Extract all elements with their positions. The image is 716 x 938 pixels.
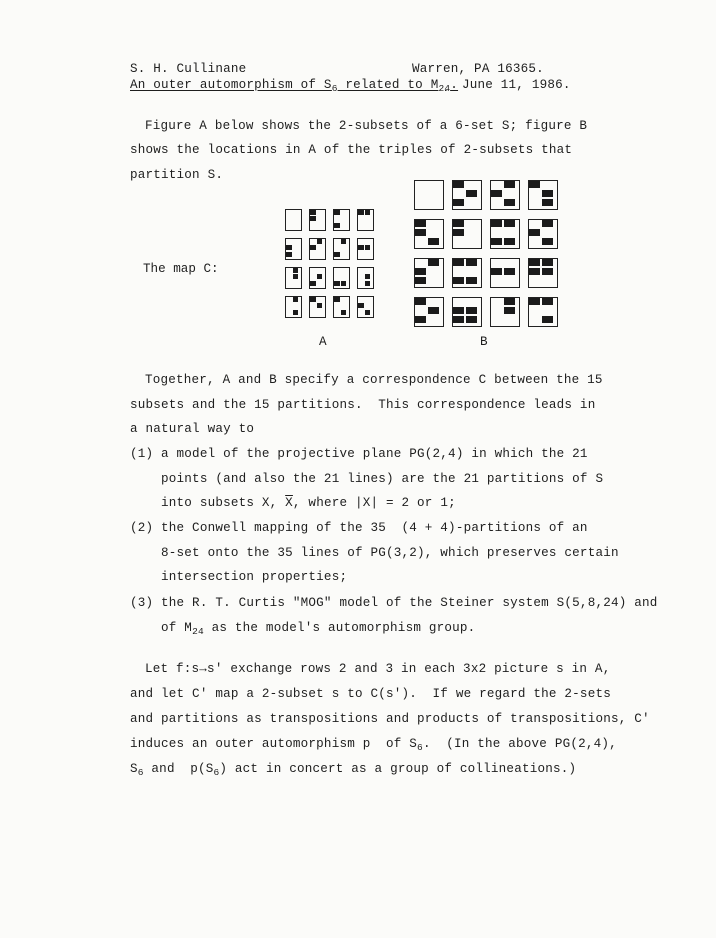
figure-a-picture-5 [285,238,302,260]
item3-line-1: (3) the R. T. Curtis "MOG" model of the Steiner system S(5,8,24) and [130,596,658,610]
item1-line-3a: into subsets X, [130,496,286,510]
figure-b-picture-2-mark [453,181,464,188]
figure-a-picture-10 [309,267,326,289]
figure-a-picture-8-mark [365,245,371,250]
figure-b-picture-14-mark [466,316,477,323]
figure-b-picture-4-mark [542,199,553,206]
figure-a-picture-3-mark [334,210,340,215]
figure-a-picture-14 [309,296,326,318]
figure-b-picture-7-mark [504,220,515,227]
figure-b-picture-16-mark [542,298,553,305]
item1-line-1: (1) a model of the projective plane PG(2,4) in which the 21 [130,447,588,461]
figure-b-picture-15 [490,297,520,327]
figure-b-picture-16-mark [542,316,553,323]
figure-b-picture-13-mark [415,316,426,323]
item2-line-2: 8-set onto the 35 lines of PG(3,2), which preserves certain [130,546,619,560]
date: June 11, 1986. [462,78,571,92]
figure-b-picture-2-mark [453,199,464,206]
figure-b-picture-3-mark [491,190,502,197]
figure-a-picture-2-mark [310,210,316,215]
figure-b-picture-16 [528,297,558,327]
figure-b-label: B [480,335,488,349]
figure-b-picture-10-mark [466,259,477,266]
figure-a-picture-12-mark [365,281,371,286]
figure-a-picture-7-mark [341,239,347,244]
figure-a-label: A [319,335,327,349]
item2-line-1: (2) the Conwell mapping of the 35 (4 + 4)-partitions of an [130,521,588,535]
figure-b-picture-12-mark [529,268,540,275]
figure-b [414,180,558,327]
figure-b-picture-15-mark [504,307,515,314]
figure-a-picture-4 [357,209,374,231]
figure-a-picture-3 [333,209,350,231]
figure-b-picture-10-mark [453,277,464,284]
figure-b-picture-6 [452,219,482,249]
figure-b-picture-14-mark [453,307,464,314]
figure-a-picture-11 [333,267,350,289]
figure-b-picture-13-mark [428,307,439,314]
figure-b-picture-4 [528,180,558,210]
figure-b-picture-12-mark [542,259,553,266]
figure-b-picture-12-mark [529,259,540,266]
figure-b-picture-3-mark [504,199,515,206]
figure-b-picture-15-mark [504,298,515,305]
figure-a-picture-5-mark [286,245,292,250]
figure-a-picture-6-mark [310,245,316,250]
figure-b-picture-2 [452,180,482,210]
figure-b-picture-6-mark [453,229,464,236]
figure-b-picture-7 [490,219,520,249]
figure-a-picture-8-mark [358,245,364,250]
para2-line-5b: and p(S [143,762,214,776]
figure-b-picture-9 [414,258,444,288]
figure-b-picture-9-mark [428,259,439,266]
title-main: An outer automorphism of S [130,78,332,92]
figure-a-picture-16-mark [365,310,371,315]
figure-a-picture-12-mark [365,274,371,279]
figure-a-picture-9 [285,267,302,289]
figure-a-picture-4-mark [365,210,371,215]
para2-line-1: Let f:s→s' exchange rows 2 and 3 in each 3x2 picture s in A, [145,662,611,676]
title-end: . [450,78,459,92]
intro-line-1: Figure A below shows the 2-subsets of a 6-set S; figure B [145,119,588,133]
figure-b-picture-8-mark [542,220,553,227]
figure-a-picture-2-mark [310,216,316,221]
intro-line-2: shows the locations in A of the triples of 2-subsets that [130,143,573,157]
figure-b-picture-12-mark [542,268,553,275]
figure-a-picture-7-mark [334,252,340,257]
figure-b-picture-2-mark [466,190,477,197]
map-label: The map C: [143,262,219,276]
para2-line-2: and let C' map a 2-subset s to C(s'). If we regard the 2-sets [130,687,611,701]
figure-a-picture-12 [357,267,374,289]
figure-b-picture-8-mark [542,238,553,245]
item3-line-2a: of M [130,621,193,635]
figure-a-picture-14-mark [310,297,316,302]
figure-a-picture-15 [333,296,350,318]
item1-line-3b: , where |X| = 2 or 1; [292,496,456,510]
figure-b-picture-5-mark [415,220,426,227]
figure-a-picture-16 [357,296,374,318]
figure-a-picture-10-mark [310,281,316,286]
figure-b-picture-13 [414,297,444,327]
figure-b-picture-8-mark [529,229,540,236]
para2-line-5 [130,762,576,776]
para1-line-1: Together, A and B specify a correspondence C between the 15 [145,373,603,387]
figure-a [285,209,374,318]
figure-a-picture-5-mark [286,252,292,257]
item2-line-3: intersection properties; [130,570,348,584]
title-sub-6: 6 [331,83,338,94]
figure-b-picture-10 [452,258,482,288]
figure-b-picture-9-mark [415,277,426,284]
figure-b-picture-5-mark [428,238,439,245]
figure-b-picture-7-mark [491,220,502,227]
title [130,78,458,92]
figure-a-picture-8 [357,238,374,260]
figure-b-picture-14-mark [453,316,464,323]
item3-line-2b: as the model's automorphism group. [203,621,476,635]
x-bar: $\overline{X}$ [285,496,293,510]
figure-b-picture-9-mark [415,268,426,275]
intro-line-3: partition S. [130,168,224,182]
figure-a-picture-3-mark [334,223,340,228]
para2-line-5c: ) act in concert as a group of collineations.) [219,762,577,776]
figure-a-picture-9-mark [293,268,299,273]
item3-sub-24: 24 [192,626,204,637]
para2-line-4a: induces an outer automorphism p of S [130,737,418,751]
figure-a-picture-4-mark [358,210,364,215]
figure-a-picture-6 [309,238,326,260]
para2-sub-6a: 6 [417,742,423,753]
para2-line-5a: S [130,762,138,776]
figure-a-picture-7 [333,238,350,260]
figure-b-picture-16-mark [529,298,540,305]
figure-b-picture-1 [414,180,444,210]
figure-b-picture-11-mark [491,268,502,275]
figure-b-picture-7-mark [491,238,502,245]
figure-a-picture-1 [285,209,302,231]
title-sub-24: 24 [438,83,451,94]
para2-line-4b: . (In the above PG(2,4), [422,737,617,751]
figure-b-picture-13-mark [415,298,426,305]
para1-line-2: subsets and the 15 partitions. This correspondence leads in [130,398,596,412]
figure-b-picture-8 [528,219,558,249]
figure-a-picture-11-mark [334,281,340,286]
figure-b-picture-3 [490,180,520,210]
figure-a-picture-11-mark [341,281,347,286]
figure-a-picture-15-mark [334,297,340,302]
para2-line-4 [130,737,617,751]
figure-b-picture-5-mark [415,229,426,236]
para2-sub-6b: 6 [137,767,144,778]
figure-b-picture-10-mark [466,277,477,284]
figure-a-picture-16-mark [358,303,364,308]
figure-b-picture-4-mark [542,190,553,197]
item3-line-2 [130,621,475,635]
author: S. H. Cullinane [130,62,247,76]
figure-b-picture-14-mark [466,307,477,314]
item1-line-3 [130,496,456,510]
figure-a-picture-6-mark [317,239,323,244]
para2-line-3: and partitions as transpositions and products of transpositions, C' [130,712,650,726]
para1-line-3: a natural way to [130,422,255,436]
figure-b-picture-12 [528,258,558,288]
figure-b-picture-3-mark [504,181,515,188]
figure-b-picture-6-mark [453,220,464,227]
figure-a-picture-10-mark [317,274,323,279]
figure-b-picture-11-mark [504,268,515,275]
figure-a-picture-2 [309,209,326,231]
figure-a-picture-15-mark [341,310,347,315]
figure-b-picture-14 [452,297,482,327]
item1-line-2: points (and also the 21 lines) are the 21 partitions of S [130,472,604,486]
figure-a-picture-14-mark [317,303,323,308]
figure-a-picture-13 [285,296,302,318]
figure-b-picture-5 [414,219,444,249]
figure-a-picture-13-mark [293,310,299,315]
location: Warren, PA 16365. [412,62,544,76]
para2-sub-6c: 6 [213,767,220,778]
figure-b-picture-4-mark [529,181,540,188]
figure-a-picture-13-mark [293,297,299,302]
figure-b-picture-10-mark [453,259,464,266]
figure-b-picture-7-mark [504,238,515,245]
title-mid: related to M [337,78,439,92]
figure-b-picture-11 [490,258,520,288]
figure-a-picture-9-mark [293,274,299,279]
